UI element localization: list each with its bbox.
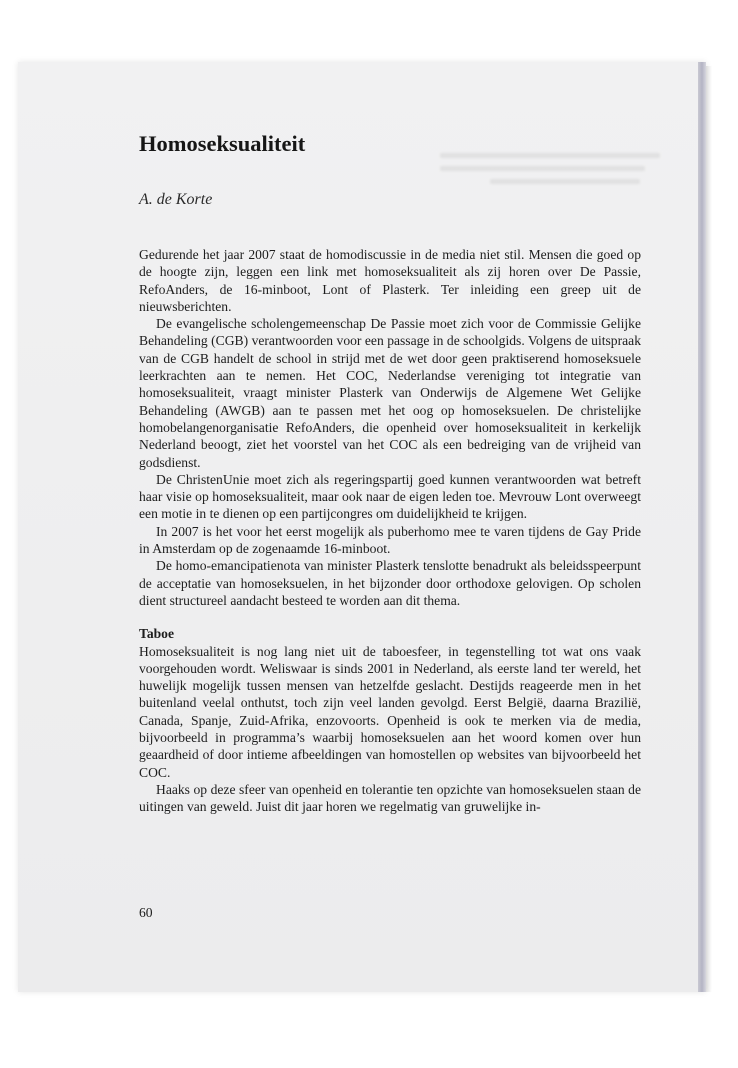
author-name: A. de Korte (139, 191, 213, 208)
paragraph: De evangelische scholengemeenschap De Passie moet zich voor de Commissie Gelijke Behandeling (CGB) verantwoorden voor een passage in de schoolgids. Volgens de uitspraak van de CGB handelt de school in strijd met de wet door geen praktiserend homoseksuele leerkrachten aan te nemen. Het COC, Nederlandse vereniging tot integratie van homoseksualiteit, vraagt minister Plasterk van Onderwijs de Algemene Wet Gelijke Behandeling (AWGB) aan te passen met het oog op homoseksuelen. De christelijke homobelangenorganisatie RefoAnders, die openheid over homoseksualiteit in kerkelijk Nederland beoogt, ziet het voorstel van het COC als een bedreiging van de vrijheid van godsdienst. (139, 316, 641, 470)
page-content (139, 130, 641, 816)
chapter-title: Homoseksualiteit (139, 131, 306, 156)
paragraph: De ChristenUnie moet zich als regeringspartij goed kunnen verantwoorden wat betreft haar visie op homoseksualiteit, maar ook naar de eigen leden toe. Mevrouw Lont overweegt een motie in te dienen op een partijcongres om duidelijkheid te krijgen. (139, 471, 641, 522)
paragraph: Haaks op deze sfeer van openheid en tolerantie ten opzichte van homoseksuelen staan de uitingen van geweld. Juist dit jaar horen we regelmatig van gruwelijke in- (139, 781, 641, 815)
body-text (139, 246, 641, 816)
page-edge-shadow (706, 66, 712, 992)
paragraph: De homo-emancipatienota van minister Plasterk tenslotte benadrukt als beleidsspeerpunt de acceptatie van homoseksuelen, in het bijzonder door orthodoxe gelovigen. Op scholen dient structureel aandacht besteed te worden aan dit thema. (139, 558, 641, 608)
page-number: 60 (139, 905, 153, 920)
paragraph: In 2007 is het voor het eerst mogelijk als puberhomo mee te varen tijdens de Gay Pride in Amsterdam op de zogenaamde 16-minboot. (139, 523, 641, 557)
section-heading: Taboe (139, 626, 175, 642)
paragraph: Gedurende het jaar 2007 staat de homodiscussie in de media niet stil. Mensen die goed op de hoogte zijn, leggen een link met homoseksualiteit als zij horen over De Passie, RefoAnders, de 16-minboot, Lont of Plasterk. Ter inleiding een greep uit de nieuwsberichten. (139, 247, 641, 314)
paragraph: Homoseksualiteit is nog lang niet uit de taboesfeer, in tegenstelling tot wat ons vaak voorgehouden wordt. Weliswaar is sinds 2001 in Nederland, als eerste land ter wereld, het huwelijk mogelijk tussen mensen van hetzelfde geslacht. Destijds reageerde men in het buitenland veelal onthutst, toch zijn veel landen gevolgd. Eerst België, daarna Brazilië, Canada, Spanje, Zuid-Afrika, enzovoorts. Openheid is ook te merken via de media, bijvoorbeeld in programma’s waarbij homoseksuelen aan het woord komen over hun geaardheid of door intieme afbeeldingen van homostellen op websites van bijvoorbeeld het COC. (139, 643, 641, 780)
page-stack-edge (698, 62, 706, 992)
